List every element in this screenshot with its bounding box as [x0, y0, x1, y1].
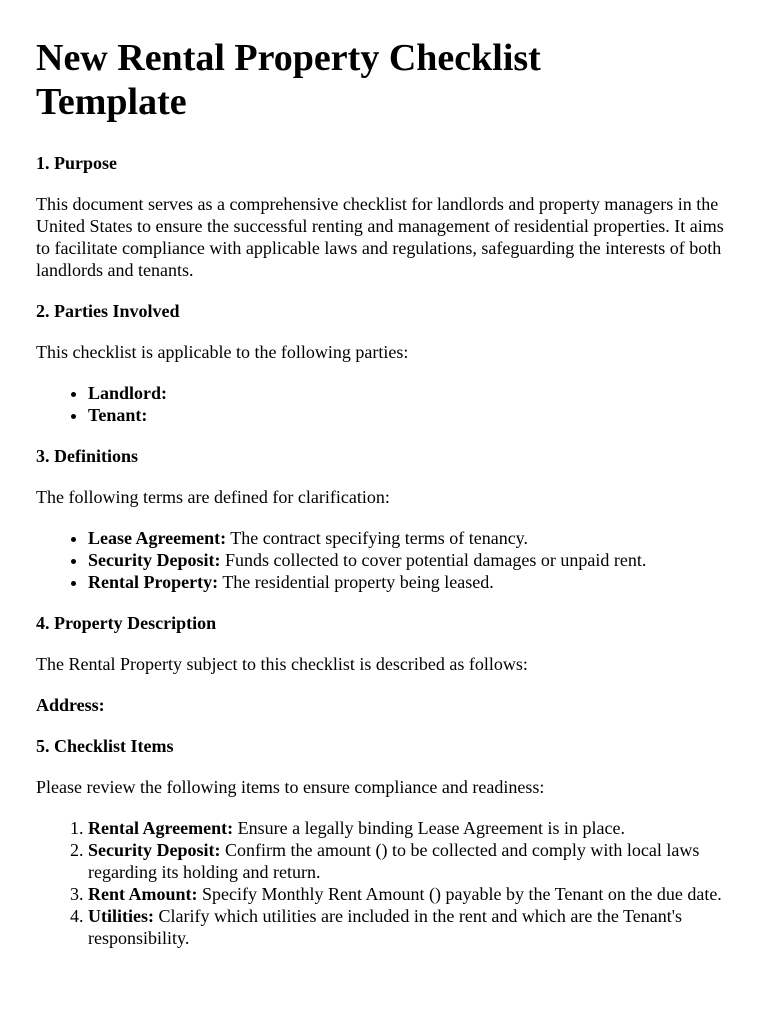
- checklist-intro: Please review the following items to ensure compliance and readiness:: [36, 777, 545, 797]
- section-heading-definitions: 3. Definitions: [36, 446, 139, 466]
- purpose-paragraph: This document serves as a comprehensive checklist for landlords and property managers in the United States to ensure the successful renting and management of residential properties. It aims to facilitate compliance with applicable laws and regulations, safeguarding the interests of both landlords and tenants.: [36, 194, 724, 280]
- party-label-tenant: Tenant:: [88, 405, 148, 425]
- list-item: [88, 527, 734, 549]
- definition-text: The contract specifying terms of tenancy.: [226, 528, 529, 548]
- definition-term: Lease Agreement:: [88, 528, 227, 548]
- list-item: [88, 382, 734, 404]
- definition-term: Security Deposit:: [88, 550, 221, 570]
- list-item: [88, 817, 734, 839]
- property-intro: The Rental Property subject to this checklist is described as follows:: [36, 654, 528, 674]
- party-label-landlord: Landlord:: [88, 383, 168, 403]
- address-label: Address:: [36, 695, 105, 715]
- document-title: New Rental Property Checklist Template: [36, 37, 541, 123]
- list-item: [88, 839, 734, 883]
- section-heading-property: 4. Property Description: [36, 613, 217, 633]
- definitions-list: [36, 527, 734, 593]
- checklist-text: Specify Monthly Rent Amount () payable by the Tenant on the due date.: [197, 884, 722, 904]
- address-line: [36, 694, 734, 716]
- checklist-term: Security Deposit:: [88, 840, 221, 860]
- list-item: [88, 549, 734, 571]
- checklist-list: [36, 817, 734, 949]
- checklist-text: Ensure a legally binding Lease Agreement is in place.: [233, 818, 625, 838]
- checklist-term: Rent Amount:: [88, 884, 198, 904]
- checklist-text: Clarify which utilities are included in the rent and which are the Tenant's responsibility.: [88, 906, 682, 948]
- list-item: [88, 883, 734, 905]
- checklist-term: Utilities:: [88, 906, 154, 926]
- definition-term: Rental Property:: [88, 572, 219, 592]
- definition-text: Funds collected to cover potential damages or unpaid rent.: [220, 550, 647, 570]
- checklist-text: Confirm the amount () to be collected and comply with local laws regarding its holding and return.: [88, 840, 700, 882]
- list-item: [88, 571, 734, 593]
- definitions-intro: The following terms are defined for clarification:: [36, 487, 390, 507]
- section-heading-parties: 2. Parties Involved: [36, 301, 180, 321]
- list-item: [88, 905, 734, 949]
- parties-intro: This checklist is applicable to the following parties:: [36, 342, 409, 362]
- section-heading-purpose: 1. Purpose: [36, 153, 117, 173]
- parties-list: [36, 382, 734, 426]
- checklist-term: Rental Agreement:: [88, 818, 234, 838]
- section-heading-checklist: 5. Checklist Items: [36, 736, 174, 756]
- list-item: [88, 404, 734, 426]
- definition-text: The residential property being leased.: [218, 572, 494, 592]
